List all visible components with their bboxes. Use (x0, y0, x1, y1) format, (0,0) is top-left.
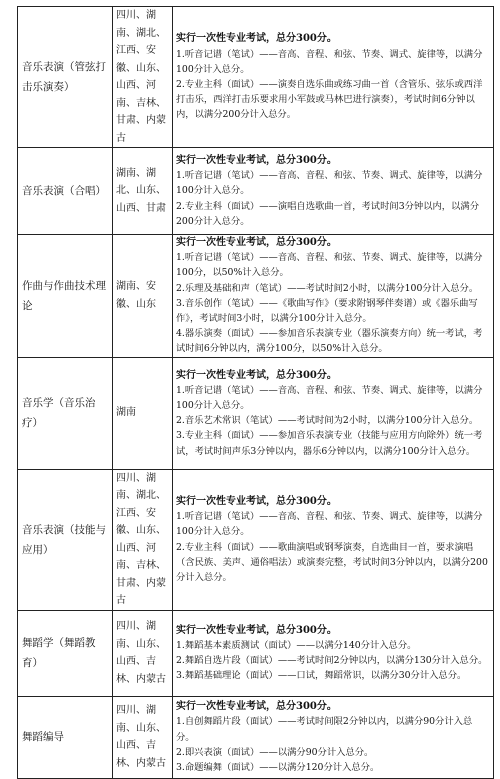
requirement-line: 2.音乐艺术常识（笔试）——考试时间为2小时，以满分100分计入总分。 (176, 415, 479, 427)
admission-requirements-table (17, 6, 494, 779)
requirement-line: 3.音乐创作（笔试）——《歌曲写作》（要求附钢琴伴奏谱）或《器乐曲写作》，考试时间3小时，以满分100分计入总分。 (176, 297, 478, 325)
major-cell: 音乐表演（合唱） (18, 148, 113, 235)
major-cell: 音乐学（音乐治疗） (18, 357, 113, 469)
requirements-cell (173, 357, 494, 469)
table-row (18, 610, 494, 696)
requirement-line: 1.听音记谱（笔试）——音高、音程、和弦、节奏、调式、旋律等，以满分100分计入总分。 (176, 511, 483, 538)
provinces-cell: 四川、湖南、山东、山西、吉林、内蒙古 (113, 610, 173, 696)
table-body (18, 7, 494, 779)
requirement-line: 2.专业主科（面试）——歌曲演唱或钢琴演奏，自选曲目一首，要求演唱（含民族、美声、通俗唱法）或演奏完整，考试时间3分钟以内，以满分200分计入总分。 (176, 541, 488, 584)
table-row (18, 696, 494, 778)
requirement-line: 1.听音记谱（笔试）——音高、音程、和弦、节奏、调式、旋律等，以满分100分计入总分。 (176, 48, 483, 75)
requirements-cell (173, 235, 494, 358)
table-row (18, 7, 494, 148)
table-row (18, 469, 494, 610)
requirements-cell (173, 7, 494, 148)
requirements-cell (173, 469, 494, 610)
requirement-line: 1.听音记谱（笔试）——音高、音程、和弦、节奏、调式、旋律等，以满分100分，以50%计入总分。 (176, 252, 483, 279)
requirement-line: 2.即兴表演（面试）——以满分90分计入总分。 (176, 746, 374, 758)
major-cell: 音乐表演（管弦打击乐演奏） (18, 7, 113, 148)
requirement-line: 1.舞蹈基本素质测试（面试）——以满分140分计入总分。 (176, 639, 417, 651)
requirement-line: 4.器乐演奏（面试）——参加音乐表演专业（器乐演奏方向）统一考试，考试时间6分钟以内，满分100分，以50%计入总分。 (176, 328, 483, 355)
requirements-cell (173, 696, 494, 778)
major-cell: 舞蹈学（舞蹈教育） (18, 610, 113, 696)
requirement-line: 2.专业主科（面试）——演奏自选乐曲或练习曲一首（含管乐、弦乐或西洋打击乐，西洋打击乐要求用小军鼓或马林巴进行演奏），考试时间6分钟以内，以满分200分计入总分。 (176, 79, 483, 121)
requirement-line: 2.舞蹈自选片段（面试）——考试时间2分钟以内，以满分130分计入总分。 (176, 655, 488, 667)
requirement-line: 实行一次性专业考试，总分300分。 (176, 496, 337, 508)
admission-table-container (17, 6, 493, 779)
provinces-cell: 湖南、安徽、山东 (113, 235, 173, 358)
requirement-line: 实行一次性专业考试，总分300分。 (176, 701, 337, 713)
requirements-cell (173, 148, 494, 235)
major-cell: 舞蹈编导 (18, 696, 113, 778)
requirement-line: 实行一次性专业考试，总分300分。 (176, 33, 337, 45)
table-row (18, 148, 494, 235)
major-cell: 作曲与作曲技术理论 (18, 235, 113, 358)
major-cell: 音乐表演（技能与应用） (18, 469, 113, 610)
requirement-line: 2.乐理及基础和声（笔试）——考试时间2小时，以满分100分计入总分。 (176, 282, 479, 294)
requirement-line: 实行一次性专业考试，总分300分。 (176, 624, 337, 636)
requirement-line: 1.听音记谱（笔试）——音高、音程、和弦、节奏、调式、旋律等，以满分100分计入总分。 (176, 384, 483, 411)
provinces-cell: 湖南 (113, 357, 173, 469)
requirements-cell (173, 610, 494, 696)
provinces-cell: 四川、湖南、山东、山西、吉林、内蒙古 (113, 696, 173, 778)
table-row (18, 357, 494, 469)
requirement-line: 实行一次性专业考试，总分300分。 (176, 154, 337, 166)
requirement-line: 2.专业主科（面试）——演唱自选歌曲一首，考试时间3分钟以内，以满分200分计入总分。 (176, 200, 479, 227)
requirement-line: 实行一次性专业考试，总分300分。 (176, 369, 337, 381)
requirement-line: 1.听音记谱（笔试）——音高、音程、和弦、节奏、调式、旋律等，以满分100分计入总分。 (176, 170, 483, 197)
requirement-line: 3.专业主科（面试）——参加音乐表演专业（技能与应用方向除外）统一考试，考试时间声乐3分钟以内，器乐6分钟以内，以满分100分计入总分。 (176, 430, 483, 457)
requirement-line: 3.舞蹈基础理论（面试）——口试，舞蹈常识，以满分30分计入总分。 (176, 670, 467, 682)
provinces-cell: 四川、湖南、湖北、江西、安徽、山东、山西、河南、吉林、甘肃、内蒙古 (113, 469, 173, 610)
requirement-line: 实行一次性专业考试，总分300分。 (176, 237, 337, 248)
provinces-cell: 湖南、湖北、山东、山西、甘肃 (113, 148, 173, 235)
requirement-line: 1.自创舞蹈片段（面试）——考试时间限2分钟以内，以满分90分计入总分。 (176, 716, 473, 743)
provinces-cell: 四川、湖南、湖北、江西、安徽、山东、山西、河南、吉林、甘肃、内蒙古 (113, 7, 173, 148)
requirement-line: 3.命题编舞（面试）——以满分120分计入总分。 (176, 761, 380, 773)
table-row (18, 235, 494, 358)
